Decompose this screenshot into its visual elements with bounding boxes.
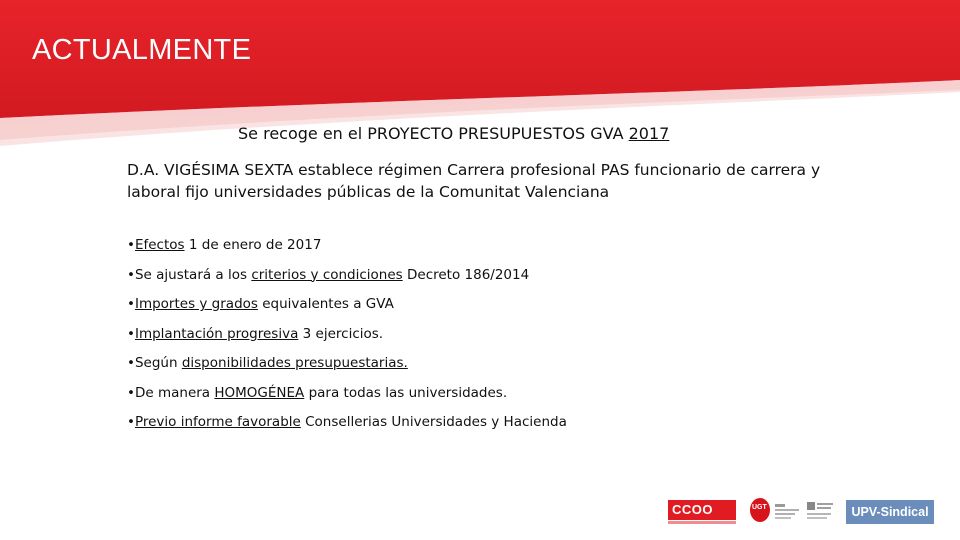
institution-logo-icon	[807, 502, 833, 520]
bullet-list	[127, 234, 567, 441]
list-item: •Se ajustará a los criterios y condiciones Decreto 186/2014	[127, 266, 530, 283]
list-item: •De manera HOMOGÉNEA para todas las universidades.	[127, 384, 508, 401]
list-item: •Efectos 1 de enero de 2017	[127, 237, 322, 253]
upv-sindical-logo: UPV-Sindical	[846, 500, 934, 524]
union-logo-icon	[775, 502, 801, 520]
ccoo-logo: CCOO	[668, 500, 736, 520]
lead-paragraph: D.A. VIGÉSIMA SEXTA establece régimen Carrera profesional PAS funcionario de carrera y laboral fijo universidades públicas de la Comunitat Valenciana	[127, 161, 821, 201]
subtitle-text: Se recoge en el PROYECTO PRESUPUESTOS GVA	[238, 124, 629, 143]
page-title: ACTUALMENTE	[32, 34, 252, 66]
list-item: •Importes y grados equivalentes a GVA	[127, 296, 394, 312]
subtitle-year: 2017	[628, 124, 670, 143]
subtitle	[238, 124, 669, 143]
list-item: •Implantación progresiva 3 ejercicios.	[127, 325, 384, 342]
list-item: •Según disponibilidades presupuestarias.	[127, 355, 408, 371]
list-item: •Previo informe favorable Consellerias Universidades y Hacienda	[127, 414, 567, 430]
ugt-logo: UGT	[750, 498, 770, 522]
